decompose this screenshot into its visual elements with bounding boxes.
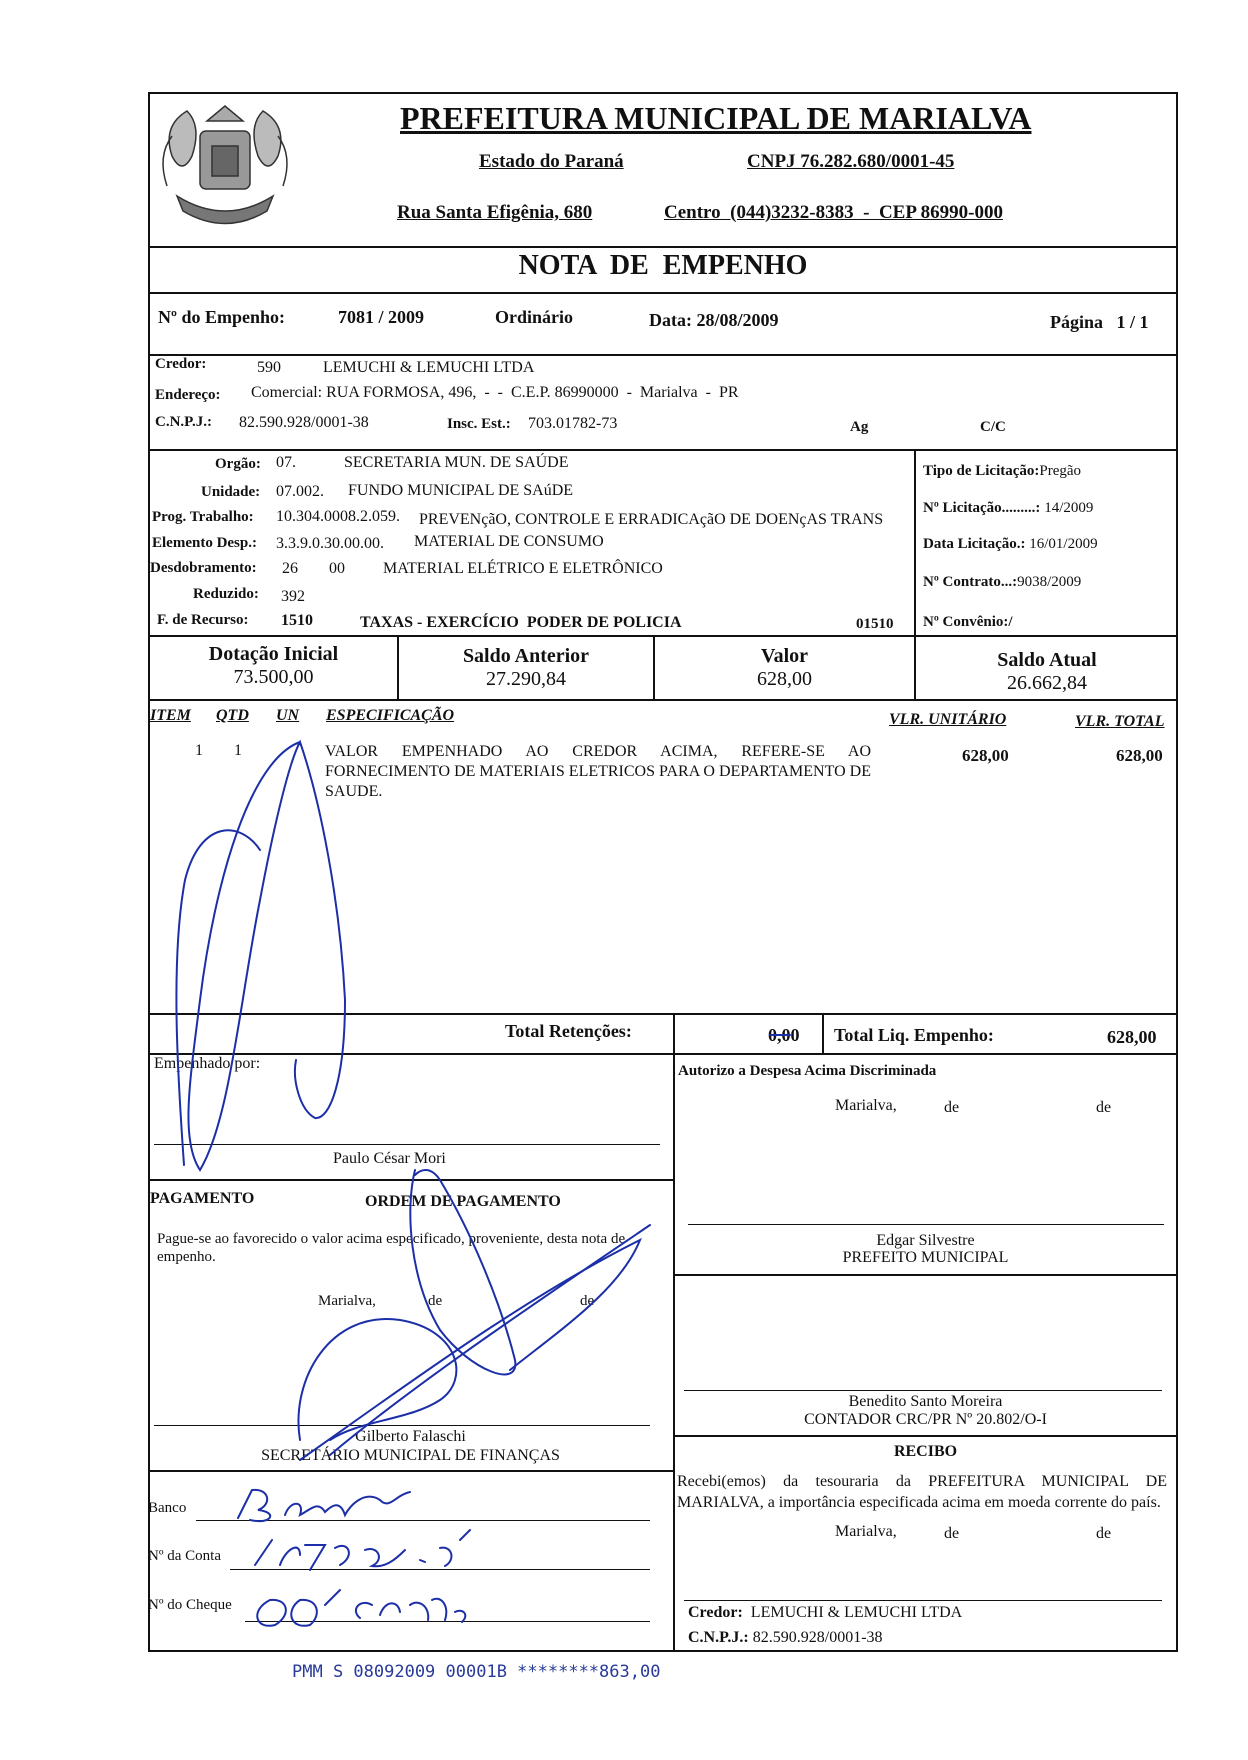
saldo-label: Saldo Anterior <box>462 645 590 667</box>
saldo-anterior <box>399 645 653 691</box>
saldo-value: 27.290,84 <box>486 668 566 690</box>
page-number: Página 1 / 1 <box>1050 312 1149 332</box>
elemento-code: 3.3.9.0.30.00.00. <box>276 535 384 552</box>
empenho-type: Ordinário <box>495 307 574 327</box>
credor-label: Credor: <box>155 356 207 372</box>
pagamento-de2: de <box>580 1293 595 1309</box>
payment-stamp: PMM S 08092009 00001B ********863,00 <box>292 1662 661 1682</box>
insc-label: Insc. Est.: <box>447 416 511 432</box>
municipality-cnpj: CNPJ 76.282.680/0001-45 <box>747 151 955 172</box>
item-qtd: 1 <box>234 742 242 759</box>
credor-name: LEMUCHI & LEMUCHI LTDA <box>323 359 535 376</box>
document-title: NOTA DE EMPENHO <box>518 250 808 281</box>
insc-value: 703.01782-73 <box>528 415 618 432</box>
prog-label: Prog. Trabalho: <box>152 509 254 525</box>
autorizo-de1: de <box>944 1099 960 1116</box>
recibo-label: RECIBO <box>893 1443 958 1460</box>
secretario-role: SECRETÁRIO MUNICIPAL DE FINANÇAS <box>261 1447 560 1464</box>
reduzido-value: 392 <box>281 588 305 605</box>
saldo-valor <box>655 645 914 691</box>
prog-name: PREVENçãO, CONTROLE E ERRADICAçãO DE DOENçAS TRANS <box>419 511 884 528</box>
col-especificacao: ESPECIFICAÇÃO <box>326 707 455 724</box>
reduzido-label: Reduzido: <box>193 586 259 602</box>
credor-cnpj-label: C.N.P.J.: <box>155 414 212 430</box>
unidade-code: 07.002. <box>276 483 324 500</box>
pagamento-city: Marialva, <box>318 1293 376 1309</box>
recurso-code: 1510 <box>281 612 313 629</box>
empenho-label: Nº do Empenho: <box>158 307 285 327</box>
conta-field[interactable] <box>230 1569 650 1570</box>
item-number: 1 <box>195 742 203 759</box>
saldo-label: Saldo Atual <box>997 649 1097 671</box>
saldo-value: 73.500,00 <box>233 666 314 688</box>
desdobramento-code1: 26 <box>282 560 298 577</box>
autorizo-label: Autorizo a Despesa Acima Discriminada <box>678 1063 937 1079</box>
recibo-de2: de <box>1096 1525 1112 1542</box>
col-un: UN <box>276 707 300 724</box>
autorizo-city: Marialva, <box>835 1097 897 1114</box>
recibo-de1: de <box>944 1525 960 1542</box>
credor-cnpj: 82.590.928/0001-38 <box>239 414 369 431</box>
recurso-name: TAXAS - EXERCÍCIO PODER DE POLICIA <box>360 614 682 631</box>
licitacao-data-value: 16/01/2009 <box>1029 536 1098 552</box>
licitacao-tipo-value: Pregão <box>1039 463 1082 479</box>
total-retencoes-value: 0,00 <box>768 1025 800 1045</box>
state-label: Estado do Paraná <box>479 151 624 172</box>
orgao-label: Orgão: <box>215 456 261 472</box>
orgao-name: SECRETARIA MUN. DE SAÚDE <box>344 454 569 471</box>
banco-field[interactable] <box>196 1520 650 1521</box>
endereco-value: Comercial: RUA FORMOSA, 496, - - C.E.P. 86990000 - Marialva - PR <box>251 384 739 401</box>
total-liq-value: 628,00 <box>1107 1027 1157 1047</box>
municipality-address: Rua Santa Efigênia, 680 <box>397 202 593 223</box>
pagamento-label: PAGAMENTO <box>150 1190 255 1207</box>
empenho-date: Data: 28/08/2009 <box>649 310 779 330</box>
saldo-label: Valor <box>760 645 809 667</box>
saldo-value: 26.662,84 <box>1007 672 1087 694</box>
elemento-name: MATERIAL DE CONSUMO <box>414 533 604 550</box>
licitacao-contrato-value: 9038/2009 <box>1017 574 1082 590</box>
recibo-cnpj-value: 82.590.928/0001-38 <box>752 1629 883 1646</box>
licitacao-data-label: Data Licitação.: <box>923 536 1026 552</box>
recibo-credor <box>688 1604 962 1622</box>
licitacao-tipo <box>923 463 1081 480</box>
licitacao-tipo-label: Tipo de Licitação: <box>923 463 1040 479</box>
col-qtd: QTD <box>216 707 249 724</box>
saldo-dotacao-inicial <box>150 643 397 689</box>
ordem-pagamento-label: ORDEM DE PAGAMENTO <box>365 1193 561 1210</box>
empenhado-name: Paulo César Mori <box>333 1150 446 1167</box>
municipality-contact: Centro (044)3232-8383 - CEP 86990-000 <box>664 202 1003 223</box>
empenhado-label: Empenhado por: <box>154 1055 261 1072</box>
municipality-title: PREFEITURA MUNICIPAL DE MARIALVA <box>400 100 1032 136</box>
cheque-field[interactable] <box>245 1621 650 1622</box>
endereco-label: Endereço: <box>155 387 221 403</box>
recurso-label: F. de Recurso: <box>157 612 249 628</box>
col-item: ITEM <box>150 707 191 724</box>
recibo-credor-label: Credor: <box>688 1604 743 1621</box>
agency-label: Ag <box>850 419 869 435</box>
licitacao-contrato-label: Nº Contrato...: <box>923 574 1018 590</box>
total-retencoes-label: Total Retenções: <box>505 1021 632 1041</box>
secretario-name: Gilberto Falaschi <box>355 1428 466 1445</box>
licitacao-contrato <box>923 574 1081 591</box>
recibo-credor-name: LEMUCHI & LEMUCHI LTDA <box>750 1604 963 1621</box>
item-especificacao: VALOR EMPENHADO AO CREDOR ACIMA, REFERE-SE AO FORNECIMENTO DE MATERIAIS ELETRICOS PARA O DEPARTAMENTO DE SAUDE. <box>325 743 871 800</box>
conta-label: Nº da Conta <box>148 1548 221 1564</box>
desdobramento-code2: 00 <box>329 560 345 577</box>
saldo-value: 628,00 <box>757 668 812 690</box>
banco-label: Banco <box>148 1500 187 1516</box>
orgao-code: 07. <box>276 454 296 471</box>
licitacao-data <box>923 536 1098 553</box>
contador-role: CONTADOR CRC/PR Nº 20.802/O-I <box>804 1411 1047 1428</box>
licitacao-num <box>923 500 1093 517</box>
autorizo-de2: de <box>1096 1099 1112 1116</box>
elemento-label: Elemento Desp.: <box>152 535 257 551</box>
unidade-label: Unidade: <box>201 484 261 500</box>
empenho-number: 7081 / 2009 <box>338 307 425 327</box>
prefeito-name: Edgar Silvestre <box>876 1232 975 1249</box>
item-vlr-unitario: 628,00 <box>962 746 1009 765</box>
credor-code: 590 <box>257 359 281 376</box>
total-liq-label: Total Liq. Empenho: <box>834 1025 994 1045</box>
account-label: C/C <box>980 419 1006 435</box>
saldo-label: Dotação Inicial <box>208 643 339 665</box>
pagamento-text: Pague-se ao favorecido o valor acima especificado, proveniente, desta nota de empenho. <box>157 1231 626 1265</box>
col-vlr-total: VLR. TOTAL <box>1075 713 1165 730</box>
prefeito-role: PREFEITO MUNICIPAL <box>842 1249 1009 1266</box>
pagamento-de1: de <box>428 1293 443 1309</box>
prog-code: 10.304.0008.2.059. <box>276 508 400 525</box>
recibo-city: Marialva, <box>835 1523 897 1540</box>
recurso-code2: 01510 <box>856 616 894 632</box>
recibo-cnpj <box>688 1629 883 1647</box>
saldo-atual <box>916 649 1178 695</box>
unidade-name: FUNDO MUNICIPAL DE SAúDE <box>348 482 574 499</box>
contador-name: Benedito Santo Moreira <box>848 1393 1003 1410</box>
licitacao-convenio: Nº Convênio:/ <box>923 614 1013 630</box>
recibo-text: Recebi(emos) da tesouraria da PREFEITURA MUNICIPAL DE MARIALVA, a importância especificada acima em moeda corrente do país. <box>677 1473 1167 1511</box>
desdobramento-name: MATERIAL ELÉTRICO E ELETRÔNICO <box>383 560 663 577</box>
cheque-label: Nº do Cheque <box>148 1597 232 1613</box>
coat-of-arms-logo <box>152 96 298 240</box>
licitacao-num-value: 14/2009 <box>1044 500 1094 516</box>
desdobramento-label: Desdobramento: <box>150 560 257 576</box>
col-vlr-unitario: VLR. UNITÁRIO <box>889 711 1007 728</box>
item-vlr-total: 628,00 <box>1116 746 1163 765</box>
recibo-cnpj-label: C.N.P.J.: <box>688 1629 749 1646</box>
licitacao-num-label: Nº Licitação.........: <box>923 500 1041 516</box>
